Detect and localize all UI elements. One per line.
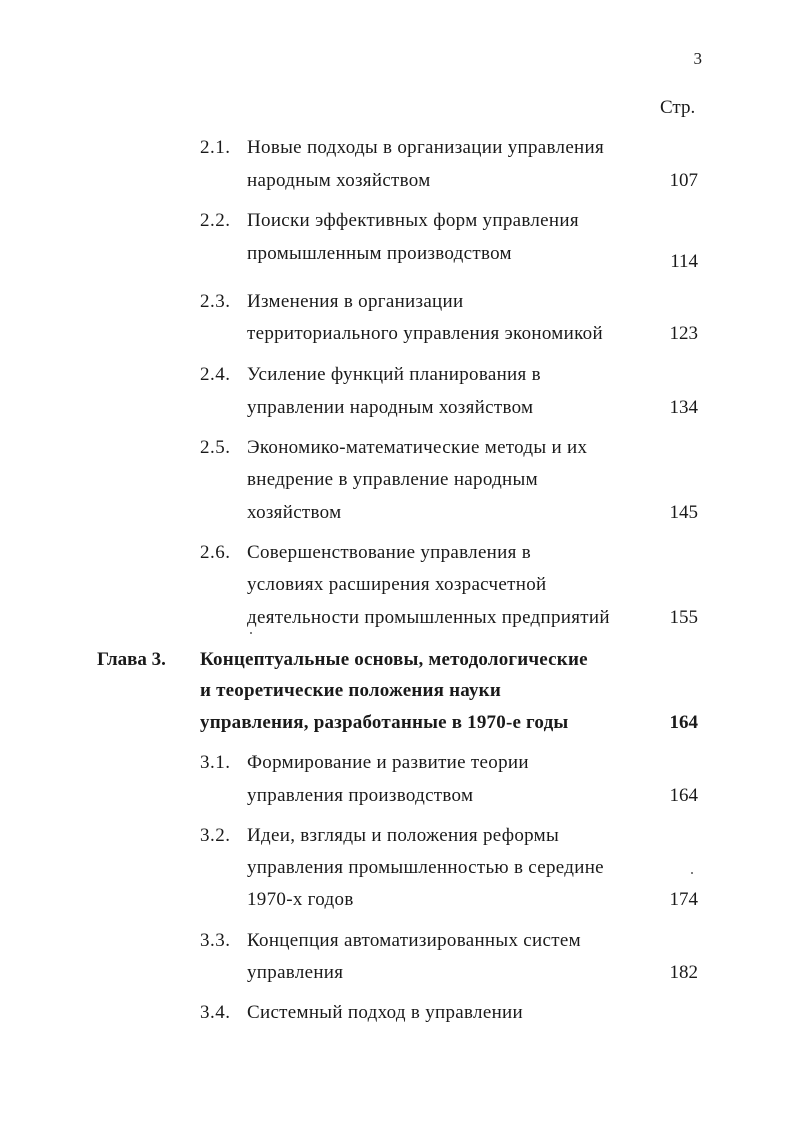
section-title-line: Формирование и развитие теории (247, 752, 529, 773)
section-title-line: Усиление функций планирования в (247, 364, 541, 385)
section-title-line: внедрение в управление народным (247, 469, 538, 490)
scan-speck (250, 632, 252, 634)
section-page: 182 (669, 962, 698, 983)
section-number: 3.1. (200, 752, 231, 773)
section-number: 2.3. (200, 291, 231, 312)
section-number: 3.4. (200, 1002, 231, 1023)
section-number: 2.5. (200, 437, 231, 458)
section-title-line: управлении народным хозяйством (247, 397, 534, 418)
section-title-line: Концепция автоматизированных систем (247, 930, 581, 951)
section-title-line: управления производством (247, 785, 474, 806)
chapter-title-line: Концептуальные основы, методологические (200, 649, 588, 670)
section-title-line: условиях расширения хозрасчетной (247, 574, 547, 595)
section-page: 174 (669, 889, 698, 910)
section-title-line: 1970-х годов (247, 889, 354, 910)
page-column-header: Стр. (660, 97, 696, 118)
section-page: 145 (669, 502, 698, 523)
chapter-title-line: и теоретические положения науки (200, 680, 501, 701)
section-title-line: Системный подход в управлении (247, 1002, 523, 1023)
section-number: 2.2. (200, 210, 231, 231)
section-page: 164 (669, 785, 698, 806)
section-title-line: территориального управления экономикой (247, 323, 603, 344)
section-title-line: Новые подходы в организации управления (247, 137, 605, 158)
section-title-line: Идеи, взгляды и положения реформы (247, 825, 560, 846)
section-title-line: управления (247, 962, 344, 983)
chapter-title-line: управления, разработанные в 1970-е годы (200, 712, 569, 733)
section-title-line: Экономико-математические методы и их (247, 437, 588, 458)
chapter-page: 164 (669, 712, 698, 733)
section-number: 3.2. (200, 825, 231, 846)
scan-speck (691, 872, 693, 874)
chapter-label: Глава 3. (97, 649, 166, 670)
section-title-line: народным хозяйством (247, 170, 431, 191)
section-title-line: Совершенствование управления в (247, 542, 531, 563)
section-page: 107 (669, 170, 698, 191)
section-page: 134 (669, 397, 698, 418)
section-title-line: Изменения в организации (247, 291, 464, 312)
section-title-line: хозяйством (247, 502, 342, 523)
section-number: 2.4. (200, 364, 231, 385)
section-page: 114 (670, 251, 698, 272)
section-page: 155 (669, 607, 698, 628)
section-title-line: деятельности промышленных предприятий (247, 607, 610, 628)
section-page: 123 (669, 323, 698, 344)
section-title-line: управления промышленностью в середине (247, 857, 604, 878)
page-number: 3 (693, 49, 702, 68)
section-number: 3.3. (200, 930, 231, 951)
section-number: 2.6. (200, 542, 231, 563)
section-title-line: Поиски эффективных форм управления (247, 210, 579, 231)
section-title-line: промышленным производством (247, 243, 512, 264)
section-number: 2.1. (200, 137, 231, 158)
